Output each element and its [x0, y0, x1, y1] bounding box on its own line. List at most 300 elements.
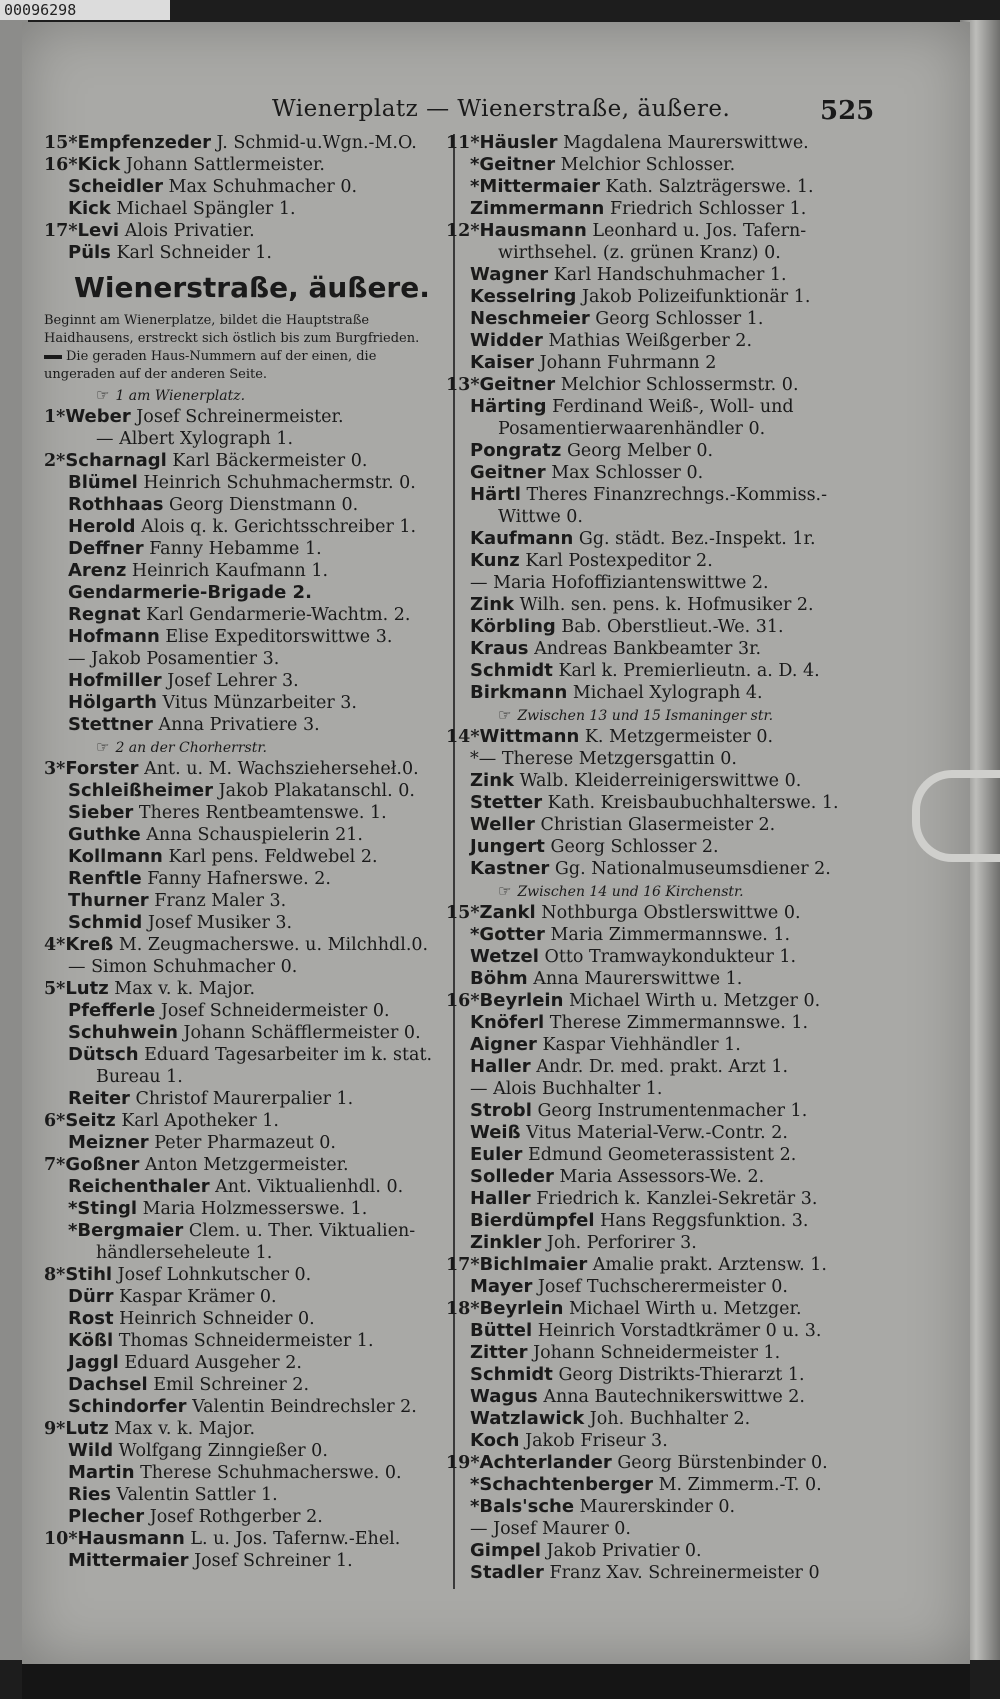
- resident-surname: Wagus: [470, 1386, 538, 1407]
- continuation-line: wirthsehel. (z. grünen Kranz) 0.: [498, 243, 781, 263]
- resident-surname: Thurner: [68, 890, 149, 911]
- resident-details: Christof Maurerpalier 1.: [135, 1089, 354, 1109]
- resident-details: M. Zimmerm.-T. 0.: [658, 1475, 822, 1495]
- street-description-line: [44, 312, 444, 330]
- resident-surname: Kastner: [470, 858, 550, 879]
- resident-surname: Euler: [470, 1144, 523, 1165]
- resident-details: Georg Dienstmann 0.: [169, 495, 359, 515]
- resident-details: J. Schmid-u.Wgn.-M.O.: [216, 133, 417, 153]
- scan-bottom-margin: [22, 1664, 970, 1699]
- resident-entry: [44, 692, 444, 714]
- resident-entry: [44, 934, 444, 956]
- resident-details: Heinrich Schuhmachermstr. 0.: [143, 473, 416, 493]
- house-number: 5*: [44, 979, 66, 999]
- house-number: 10*: [44, 1529, 78, 1549]
- resident-surname: Wagner: [470, 264, 549, 285]
- resident-surname: Härtl: [470, 484, 521, 505]
- resident-entry: [446, 1210, 866, 1232]
- resident-details: Fanny Hafnerswe. 2.: [147, 869, 331, 889]
- cross-reference-text: 2 an der Chorherrstr.: [115, 740, 267, 756]
- continuation-line: *— Therese Metzgersgattin 0.: [470, 749, 737, 769]
- resident-details: Jakob Privatier 0.: [546, 1541, 702, 1561]
- resident-entry: [446, 770, 866, 792]
- resident-details: Karl k. Premierlieutn. a. D. 4.: [558, 661, 820, 681]
- resident-details: Friedrich Schlosser 1.: [609, 199, 807, 219]
- resident-entry: [446, 1298, 866, 1320]
- resident-entry: [44, 1022, 444, 1044]
- resident-surname: Zimmermann: [470, 198, 605, 219]
- house-number: 19*: [446, 1453, 480, 1473]
- resident-details: Valentin Sattler 1.: [116, 1485, 278, 1505]
- house-number: 16*: [446, 991, 480, 1011]
- resident-surname: Plecher: [68, 1506, 145, 1527]
- resident-entry: [44, 626, 444, 648]
- resident-details: Georg Instrumentenmacher 1.: [537, 1101, 808, 1121]
- description-text: Haidhausens, erstreckt sich östlich bis zum Burgfrieden.: [44, 331, 420, 346]
- resident-entry: [446, 836, 866, 858]
- resident-surname: Mayer: [470, 1276, 533, 1297]
- resident-details: Karl Gendarmerie-Wachtm. 2.: [146, 605, 411, 625]
- house-number: 3*: [44, 759, 66, 779]
- resident-surname: Stihl: [65, 1264, 113, 1285]
- resident-entry: [446, 440, 866, 462]
- resident-details: Maurerskinder 0.: [579, 1497, 736, 1517]
- resident-surname: Wittmann: [479, 726, 580, 747]
- resident-surname: Levi: [77, 220, 120, 241]
- resident-surname: Beyrlein: [479, 1298, 564, 1319]
- resident-surname: Zink: [470, 770, 515, 791]
- resident-surname: Guthke: [68, 824, 141, 845]
- resident-entry: [44, 890, 444, 912]
- house-number: 1*: [44, 407, 66, 427]
- resident-surname: Schmidt: [470, 1364, 553, 1385]
- resident-details: Heinrich Schneider 0.: [119, 1309, 315, 1329]
- resident-entry: [44, 780, 444, 802]
- resident-surname: Körbling: [470, 616, 556, 637]
- resident-details: Michael Wirth u. Metzger.: [569, 1299, 802, 1319]
- house-number: 4*: [44, 935, 66, 955]
- resident-details: Franz Xav. Schreinermeister 0: [549, 1563, 820, 1583]
- resident-details: Melchior Schlosser.: [560, 155, 736, 175]
- cross-reference: [446, 880, 866, 902]
- resident-entry: [446, 616, 866, 638]
- resident-details: Michael Wirth u. Metzger 0.: [569, 991, 821, 1011]
- resident-entry: [446, 594, 866, 616]
- resident-surname: Zitter: [470, 1342, 528, 1363]
- resident-details: Joh. Perforirer 3.: [546, 1233, 697, 1253]
- resident-details: Heinrich Kaufmann 1.: [131, 561, 329, 581]
- description-text: ungeraden auf der anderen Seite.: [44, 367, 268, 382]
- house-number: 13*: [446, 375, 480, 395]
- resident-details: Kath. Kreisbaubuchhalterswe. 1.: [547, 793, 839, 813]
- resident-entry: [446, 1474, 866, 1496]
- resident-surname: Gendarmerie-Brigade 2.: [68, 582, 312, 603]
- resident-entry: [446, 1254, 866, 1276]
- resident-surname: Koch: [470, 1430, 520, 1451]
- resident-details: Anna Privatiere 3.: [158, 715, 320, 735]
- resident-entry: [446, 1232, 866, 1254]
- resident-entry: [44, 406, 444, 428]
- resident-entry: [44, 538, 444, 560]
- resident-details: L. u. Jos. Tafernw.-Ehel.: [190, 1529, 401, 1549]
- resident-entry: [44, 1044, 444, 1066]
- resident-surname: Solleder: [470, 1166, 554, 1187]
- resident-details: Georg Schlosser 2.: [550, 837, 719, 857]
- left-column: [44, 132, 444, 1572]
- continuation-line: — Jakob Posamentier 3.: [68, 649, 280, 669]
- resident-details: Kath. Salzträgerswe. 1.: [605, 177, 814, 197]
- resident-entry: [446, 1342, 866, 1364]
- resident-details: Josef Lohnkutscher 0.: [117, 1265, 312, 1285]
- house-number: 15*: [44, 133, 78, 153]
- description-text: Die geraden Haus-Nummern auf der einen, die: [66, 349, 377, 364]
- resident-entry: [446, 1100, 866, 1122]
- resident-entry: [44, 220, 444, 242]
- resident-entry: [446, 528, 866, 550]
- resident-surname: Strobl: [470, 1100, 532, 1121]
- resident-entry: [446, 220, 866, 242]
- resident-surname: Weller: [470, 814, 535, 835]
- resident-surname: Kesselring: [470, 286, 577, 307]
- resident-entry: [44, 868, 444, 890]
- resident-details: Max v. k. Major.: [114, 1419, 256, 1439]
- resident-details: Wolfgang Zinngießer 0.: [118, 1441, 328, 1461]
- resident-entry: [44, 1506, 444, 1528]
- resident-surname: Stadler: [470, 1562, 544, 1583]
- resident-details: Maria Zimmermannswe. 1.: [550, 925, 791, 945]
- resident-surname: Stettner: [68, 714, 153, 735]
- resident-entry: [44, 1440, 444, 1462]
- resident-details: Otto Tramwaykondukteur 1.: [544, 947, 797, 967]
- resident-entry: [446, 176, 866, 198]
- resident-entry: [446, 902, 866, 924]
- resident-surname: Arenz: [68, 560, 127, 581]
- resident-details: Josef Schreiner 1.: [194, 1551, 353, 1571]
- resident-surname: *Bals'sche: [470, 1496, 575, 1517]
- resident-details: Max Schlosser 0.: [551, 463, 704, 483]
- resident-entry: [446, 1012, 866, 1034]
- resident-surname: Kick: [68, 198, 111, 219]
- resident-surname: Kollmann: [68, 846, 163, 867]
- resident-details: Fanny Hebamme 1.: [149, 539, 322, 559]
- resident-entry: [446, 1496, 866, 1518]
- house-number: 12*: [446, 221, 480, 241]
- page-number: 525: [820, 96, 875, 126]
- resident-details: Gg. Nationalmuseumsdiener 2.: [554, 859, 831, 879]
- resident-entry: [446, 286, 866, 308]
- resident-details: Gg. städt. Bez.-Inspekt. 1r.: [578, 529, 816, 549]
- resident-surname: Ries: [68, 1484, 111, 1505]
- resident-surname: Knöferl: [470, 1012, 545, 1033]
- resident-details: Max v. k. Major.: [114, 979, 256, 999]
- resident-details: Eduard Tagesarbeiter im k. stat.: [144, 1045, 433, 1065]
- resident-surname: Dürr: [68, 1286, 114, 1307]
- pointing-hand-icon: ☞: [498, 882, 512, 900]
- resident-surname: Achterlander: [479, 1452, 612, 1473]
- resident-details: Ferdinand Weiß-, Woll- und: [552, 397, 794, 417]
- resident-details: Karl Apotheker 1.: [121, 1111, 279, 1131]
- resident-surname: Dachsel: [68, 1374, 148, 1395]
- resident-surname: Weber: [65, 406, 131, 427]
- resident-details: Josef Schreinermeister.: [136, 407, 344, 427]
- resident-entry: [446, 1386, 866, 1408]
- pointing-hand-icon: ☞: [498, 706, 512, 724]
- resident-details: Theres Finanzrechngs.-Kommiss.-: [526, 485, 828, 505]
- resident-entry: [44, 1088, 444, 1110]
- resident-surname: Gimpel: [470, 1540, 541, 1561]
- continuation-line: — Maria Hofoffiziantenswittwe 2.: [470, 573, 769, 593]
- resident-surname: *Gotter: [470, 924, 545, 945]
- resident-details: Josef Rothgerber 2.: [149, 1507, 323, 1527]
- house-number: 6*: [44, 1111, 66, 1131]
- resident-entry: [44, 604, 444, 626]
- street-description-line: [44, 366, 444, 384]
- resident-surname: Hausmann: [479, 220, 587, 241]
- directory-page: [22, 22, 970, 1664]
- resident-surname: Kunz: [470, 550, 520, 571]
- resident-entry: [446, 484, 866, 506]
- running-title: Wienerplatz — Wienerstraße, äußere.: [272, 96, 731, 122]
- resident-surname: Dütsch: [68, 1044, 139, 1065]
- resident-entry: [446, 1540, 866, 1562]
- resident-details: Josef Lehrer 3.: [167, 671, 299, 691]
- resident-entry: [44, 824, 444, 846]
- resident-surname: Birkmann: [470, 682, 568, 703]
- resident-surname: Schmid: [68, 912, 143, 933]
- resident-details: Kaspar Viehhändler 1.: [542, 1035, 741, 1055]
- resident-details: Max Schuhmacher 0.: [168, 177, 358, 197]
- cross-reference-text: Zwischen 13 und 15 Ismaninger str.: [517, 708, 774, 724]
- resident-details: Bab. Oberstlieut.-We. 31.: [561, 617, 784, 637]
- resident-surname: Schindorfer: [68, 1396, 187, 1417]
- resident-entry: [44, 1264, 444, 1286]
- resident-entry: [44, 802, 444, 824]
- resident-details: Karl Postexpeditor 2.: [525, 551, 713, 571]
- resident-entry: [44, 1220, 444, 1242]
- pointing-hand-icon: ☞: [96, 738, 110, 756]
- house-number: 17*: [446, 1255, 480, 1275]
- resident-surname: *Stingl: [68, 1198, 138, 1219]
- resident-surname: Sieber: [68, 802, 134, 823]
- resident-details: Alois q. k. Gerichtsschreiber 1.: [141, 517, 417, 537]
- resident-surname: Mittermaier: [68, 1550, 189, 1571]
- resident-details: Georg Bürstenbinder 0.: [617, 1453, 828, 1473]
- resident-surname: *Schachtenberger: [470, 1474, 654, 1495]
- resident-details: Karl Schneider 1.: [116, 243, 272, 263]
- resident-entry: [44, 758, 444, 780]
- resident-details: Ant. Viktualienhdl. 0.: [215, 1177, 404, 1197]
- continuation-line: — Josef Maurer 0.: [470, 1519, 631, 1539]
- cross-reference: [44, 736, 444, 758]
- resident-entry: [44, 1462, 444, 1484]
- resident-details: Michael Xylograph 4.: [572, 683, 763, 703]
- resident-surname: Hofmann: [68, 626, 160, 647]
- resident-entry: [44, 242, 444, 264]
- resident-entry: [44, 1132, 444, 1154]
- house-number: 9*: [44, 1419, 66, 1439]
- resident-entry: [446, 352, 866, 374]
- resident-surname: Schleißheimer: [68, 780, 213, 801]
- resident-entry: [446, 946, 866, 968]
- resident-entry: [446, 1364, 866, 1386]
- resident-surname: Zinkler: [470, 1232, 542, 1253]
- resident-details: Emil Schreiner 2.: [153, 1375, 310, 1395]
- resident-entry: [446, 132, 866, 154]
- resident-surname: Bierdümpfel: [470, 1210, 595, 1231]
- scan-id-label: 00096298: [0, 0, 170, 20]
- resident-details: Anton Metzgermeister.: [144, 1155, 349, 1175]
- resident-details: Leonhard u. Jos. Tafern-: [592, 221, 807, 241]
- continuation-line: Bureau 1.: [96, 1067, 183, 1087]
- cross-reference-text: Zwischen 14 und 16 Kirchenstr.: [517, 884, 744, 900]
- resident-details: Maria Holzmesserswe. 1.: [142, 1199, 368, 1219]
- house-number: 11*: [446, 133, 480, 153]
- cross-reference-text: 1 am Wienerplatz.: [115, 388, 246, 404]
- resident-surname: Schuhwein: [68, 1022, 178, 1043]
- resident-surname: Goßner: [65, 1154, 140, 1175]
- continuation-line: Posamentierwaarenhändler 0.: [498, 419, 766, 439]
- resident-details: Ant. u. M. Wachszieherseheł.0.: [144, 759, 419, 779]
- continuation-line: Wittwe 0.: [498, 507, 583, 527]
- resident-surname: Rothhaas: [68, 494, 164, 515]
- resident-details: Magdalena Maurerswittwe.: [563, 133, 809, 153]
- resident-entry: [44, 560, 444, 582]
- resident-surname: Rost: [68, 1308, 114, 1329]
- resident-surname: *Geitner: [470, 154, 556, 175]
- resident-details: Andr. Dr. med. prakt. Arzt 1.: [536, 1057, 789, 1077]
- resident-entry: [44, 1176, 444, 1198]
- resident-entry: [446, 1144, 866, 1166]
- resident-details: Karl Handschuhmacher 1.: [553, 265, 787, 285]
- resident-entry: [44, 494, 444, 516]
- resident-surname: Stetter: [470, 792, 543, 813]
- resident-surname: Kaiser: [470, 352, 535, 373]
- resident-entry: [446, 638, 866, 660]
- resident-entry: [44, 978, 444, 1000]
- resident-entry: [446, 330, 866, 352]
- house-number: 2*: [44, 451, 66, 471]
- continuation-line: — Simon Schuhmacher 0.: [68, 957, 298, 977]
- resident-details: Clem. u. Ther. Viktualien-: [188, 1221, 416, 1241]
- resident-surname: Scharnagl: [65, 450, 167, 471]
- resident-surname: Seitz: [65, 1110, 116, 1131]
- resident-entry: [446, 660, 866, 682]
- resident-surname: Pfefferle: [68, 1000, 156, 1021]
- resident-details: Kaspar Krämer 0.: [119, 1287, 277, 1307]
- resident-entry: [446, 1562, 866, 1584]
- resident-details: Peter Pharmazeut 0.: [154, 1133, 336, 1153]
- resident-surname: Zink: [470, 594, 515, 615]
- resident-entry: [44, 582, 444, 604]
- resident-surname: Kick: [77, 154, 121, 175]
- resident-entry: [44, 132, 444, 154]
- resident-details: Jakob Plakatanschl. 0.: [218, 781, 415, 801]
- cross-reference: [44, 384, 444, 406]
- street-description-line: [44, 348, 444, 366]
- resident-entry: [446, 264, 866, 286]
- resident-details: Heinrich Vorstadtkrämer 0 u. 3.: [537, 1321, 822, 1341]
- resident-entry: [44, 1198, 444, 1220]
- resident-details: Michael Spängler 1.: [116, 199, 296, 219]
- resident-entry: [44, 1000, 444, 1022]
- resident-surname: Kößl: [68, 1330, 114, 1351]
- street-description-line: [44, 330, 444, 348]
- resident-details: Friedrich k. Kanzlei-Sekretär 3.: [536, 1189, 818, 1209]
- house-number: 17*: [44, 221, 78, 241]
- resident-surname: Püls: [68, 242, 111, 263]
- resident-surname: Neschmeier: [470, 308, 590, 329]
- resident-surname: Kaufmann: [470, 528, 574, 549]
- resident-surname: Beyrlein: [479, 990, 564, 1011]
- resident-surname: Renftle: [68, 868, 142, 889]
- resident-entry: [446, 1034, 866, 1056]
- resident-entry: [446, 858, 866, 880]
- resident-details: Anna Schauspielerin 21.: [146, 825, 363, 845]
- resident-details: Johann Sattlermeister.: [125, 155, 325, 175]
- pointing-hand-icon: ☞: [96, 386, 110, 404]
- resident-details: Edmund Geometerassistent 2.: [527, 1145, 797, 1165]
- resident-details: Johann Schneidermeister 1.: [533, 1343, 781, 1363]
- resident-details: Vitus Material-Verw.-Contr. 2.: [526, 1123, 788, 1143]
- continuation-line: händlerseheleute 1.: [96, 1243, 273, 1263]
- resident-entry: [446, 814, 866, 836]
- resident-surname: Zankl: [479, 902, 536, 923]
- resident-entry: [446, 924, 866, 946]
- resident-entry: [44, 670, 444, 692]
- resident-surname: Widder: [470, 330, 543, 351]
- resident-entry: [446, 1056, 866, 1078]
- resident-surname: Lutz: [65, 978, 109, 999]
- resident-details: Andreas Bankbeamter 3r.: [534, 639, 762, 659]
- resident-entry: [44, 198, 444, 220]
- resident-entry: [44, 1308, 444, 1330]
- resident-details: Eduard Ausgeher 2.: [124, 1353, 302, 1373]
- resident-details: Joh. Buchhalter 2.: [589, 1409, 751, 1429]
- resident-surname: Deffner: [68, 538, 144, 559]
- resident-entry: [44, 714, 444, 736]
- resident-surname: Pongratz: [470, 440, 562, 461]
- resident-surname: Bichlmaier: [479, 1254, 588, 1275]
- resident-entry: [44, 516, 444, 538]
- resident-surname: Häusler: [479, 132, 558, 153]
- resident-details: Nothburga Obstlerswittwe 0.: [541, 903, 801, 923]
- dash-mark: [44, 355, 62, 359]
- resident-details: Alois Privatier.: [124, 221, 255, 241]
- resident-surname: Geitner: [479, 374, 556, 395]
- resident-entry: [446, 1166, 866, 1188]
- resident-surname: Lutz: [65, 1418, 109, 1439]
- resident-details: Jakob Friseur 3.: [525, 1431, 668, 1451]
- resident-entry: [446, 1430, 866, 1452]
- resident-entry: [446, 1122, 866, 1144]
- resident-entry: [446, 550, 866, 572]
- resident-surname: Kraus: [470, 638, 529, 659]
- street-section-title: Wienerstraße, äußere.: [74, 271, 430, 304]
- resident-details: Anna Maurerswittwe 1.: [533, 969, 743, 989]
- resident-surname: Aigner: [470, 1034, 537, 1055]
- resident-entry: [44, 846, 444, 868]
- cross-reference: [446, 704, 866, 726]
- resident-entry: [44, 450, 444, 472]
- resident-surname: Reichenthaler: [68, 1176, 210, 1197]
- resident-details: Christian Glasermeister 2.: [540, 815, 776, 835]
- resident-surname: Wild: [68, 1440, 114, 1461]
- resident-entry: [446, 990, 866, 1012]
- resident-surname: Wetzel: [470, 946, 539, 967]
- house-number: 14*: [446, 727, 480, 747]
- resident-entry: [446, 1276, 866, 1298]
- resident-surname: Jungert: [470, 836, 545, 857]
